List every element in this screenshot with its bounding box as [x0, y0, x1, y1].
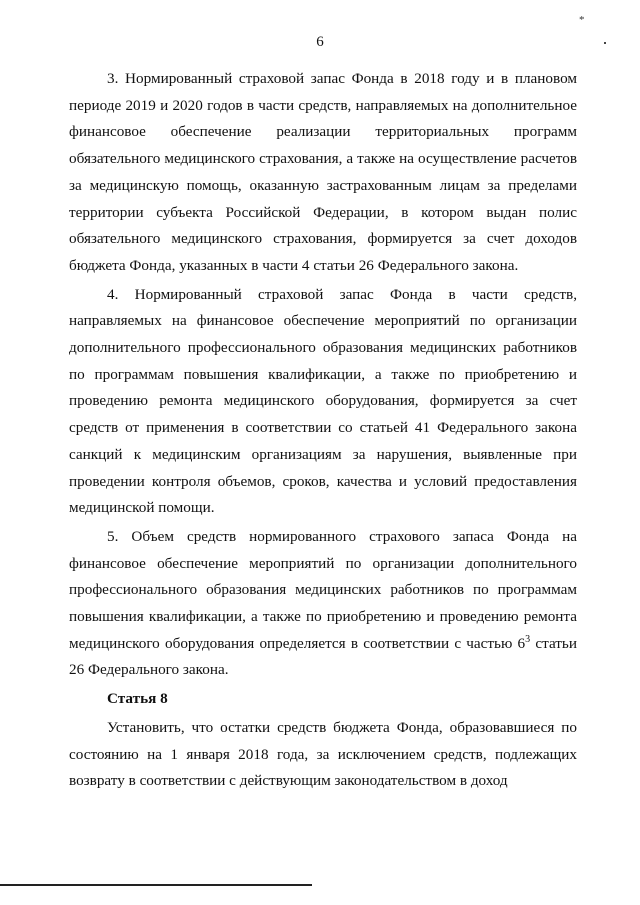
paragraph-5-text: 5. Объем средств нормированного страхового запаса Фонда на финансовое обеспечение мероприятий по организации дополнительного профессионального образования медицинских работников по программам повышения квалификации, а также по приобретению и проведению ремонта медицинского оборудования определяется в соответствии с частью 6: [69, 527, 577, 652]
document-body: [69, 66, 577, 795]
paragraph-article-8: Установить, что остатки средств бюджета Фонда, образовавшиеся по состоянию на 1 января 2018 года, за исключением средств, подлежащих возврату в соответствии с действующим законодательством в доход: [69, 718, 577, 790]
paragraph-3: 3. Нормированный страховой запас Фонда в 2018 году и в плановом периоде 2019 и 2020 годов в части средств, направляемых на дополнительное финансовое обеспечение реализации территориальных программ обязательного медицинского страхования, а также на осуществление расчетов за медицинскую помощь, оказанную застрахованным лицам за пределами территории субъекта Российской Федерации, в котором выдан полис обязательного медицинского страхования, формируется за счет доходов бюджета Фонда, указанных в части 4 статьи 26 Федерального закона.: [69, 70, 577, 274]
paragraph-4: 4. Нормированный страховой запас Фонда в части средств, направляемых на финансовое обеспечение мероприятий по организации дополнительного профессионального образования медицинских работников по программам повышения квалификации, а также по приобретению и проведению ремонта медицинского оборудования, формируется за счет средств от применения в соответствии со статьей 41 Федерального закона санкций к медицинским организациям за нарушения, выявленные при проведении контроля объемов, сроков, качества и условий предоставления медицинской помощи.: [69, 285, 577, 517]
scan-mark: *: [579, 14, 585, 26]
paragraph-5: [69, 524, 577, 684]
page-number: 6: [316, 34, 324, 50]
article-title: Статья 8: [107, 690, 168, 708]
paragraph-5-tail: статьи 26 Федерального закона.: [69, 634, 577, 679]
footer-rule: [0, 884, 312, 886]
superscript: 3: [525, 633, 531, 645]
